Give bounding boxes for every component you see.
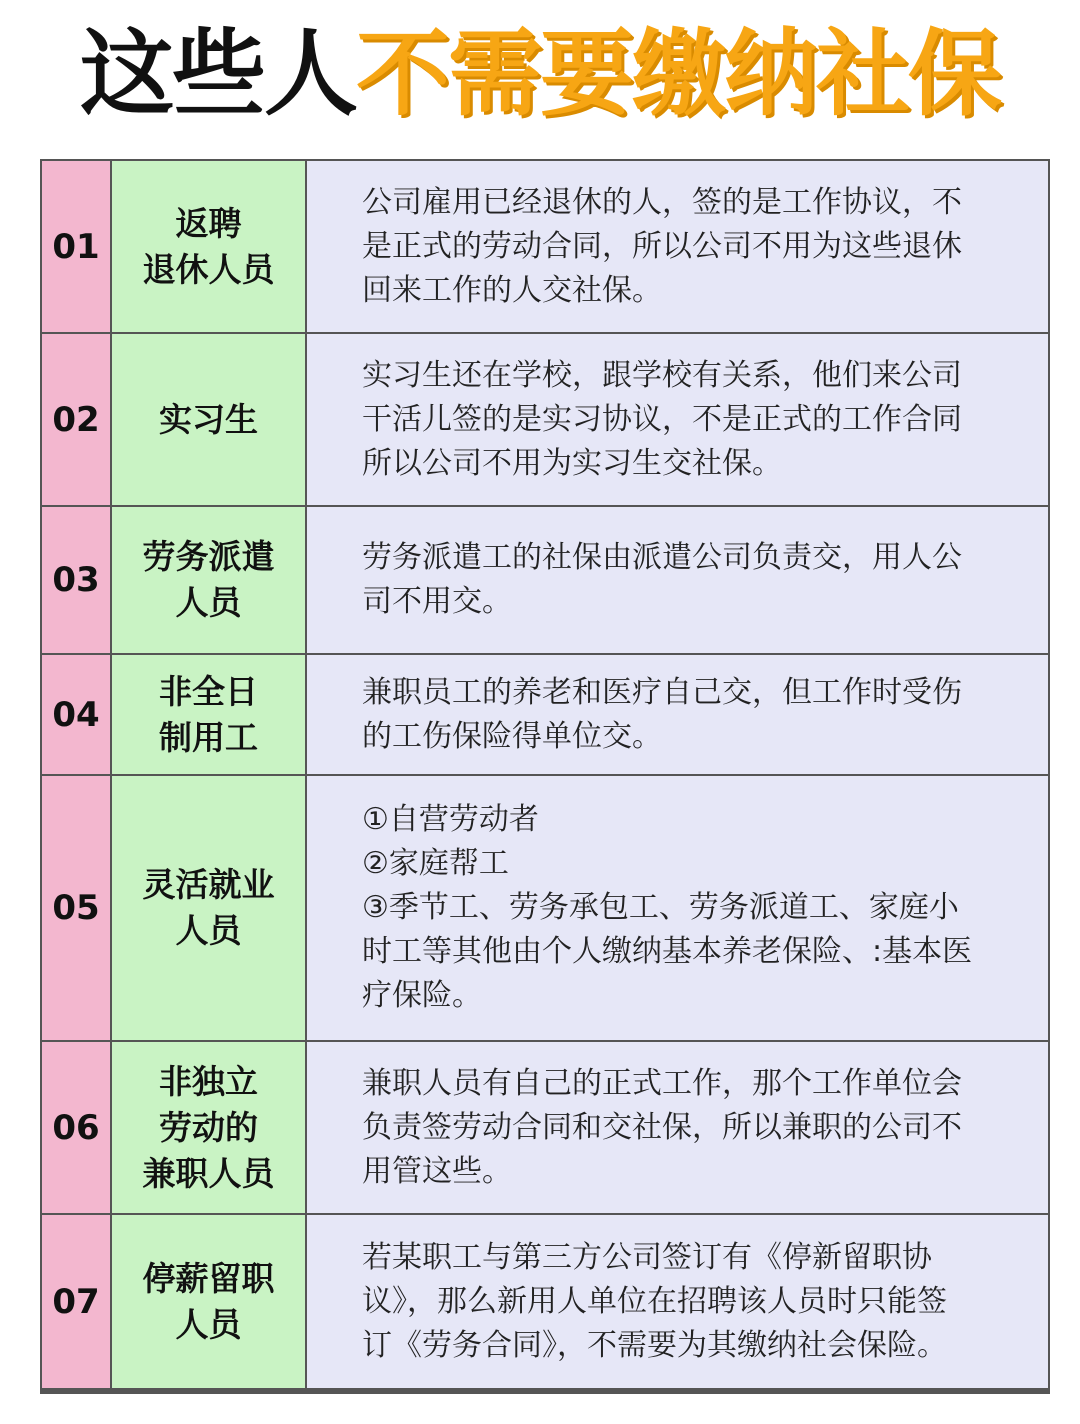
description-line: ②家庭帮工 bbox=[362, 846, 509, 881]
description-line: 兼职员工的养老和医疗自己交，但工作时受伤 bbox=[362, 674, 962, 710]
row-category: 非独立 劳动的 兼职人员 bbox=[112, 1042, 307, 1213]
row-category: 实习生 bbox=[112, 334, 307, 505]
description-line: ③季节工、劳务承包工、劳务派道工、家庭小 bbox=[362, 890, 959, 925]
description-line: 议》，那么新用人单位在招聘该人员时只能签 bbox=[362, 1283, 947, 1319]
row-number: 05 bbox=[42, 776, 112, 1040]
info-table bbox=[40, 159, 1050, 1394]
description-line: 回来工作的人交社保。 bbox=[362, 272, 662, 308]
description-line: 是正式的劳动合同，所以公司不用为这些退休 bbox=[362, 228, 962, 264]
row-number: 04 bbox=[42, 655, 112, 774]
description-line: ①自营劳动者 bbox=[362, 802, 539, 837]
description-line: 兼职人员有自己的正式工作，那个工作单位会 bbox=[362, 1065, 962, 1101]
table-row bbox=[42, 1042, 1048, 1215]
description-line: 干活儿签的是实习协议，不是正式的工作合同 bbox=[362, 401, 962, 437]
row-description bbox=[307, 507, 1048, 653]
row-number: 01 bbox=[42, 161, 112, 332]
row-description bbox=[307, 161, 1048, 332]
table-row bbox=[42, 655, 1048, 776]
description-line: 劳务派遣工的社保由派遣公司负责交，用人公 bbox=[362, 540, 962, 575]
table-row bbox=[42, 1215, 1048, 1388]
description-line: 疗保险。 bbox=[362, 978, 482, 1013]
page-title bbox=[0, 0, 1080, 150]
description-line: 司不用交。 bbox=[362, 584, 512, 619]
description-line: 若某职工与第三方公司签订有《停新留职协 bbox=[362, 1239, 932, 1275]
description-line: 公司雇用已经退休的人，签的是工作协议，不 bbox=[362, 184, 962, 220]
description-line: 的工伤保险得单位交。 bbox=[362, 718, 662, 754]
title-part-orange: 不需要缴纳社保 bbox=[356, 20, 1001, 129]
row-number: 03 bbox=[42, 507, 112, 653]
description-line: 实习生还在学校，跟学校有关系，他们来公司 bbox=[362, 357, 962, 393]
table-row bbox=[42, 161, 1048, 334]
row-category: 非全日 制用工 bbox=[112, 655, 307, 774]
title-part-black: 这些人 bbox=[79, 20, 356, 129]
row-number: 07 bbox=[42, 1215, 112, 1388]
row-category: 返聘 退休人员 bbox=[112, 161, 307, 332]
row-category: 劳务派遣 人员 bbox=[112, 507, 307, 653]
row-number: 02 bbox=[42, 334, 112, 505]
description-line: 时工等其他由个人缴纳基本养老保险、:基本医 bbox=[362, 934, 973, 969]
row-description bbox=[307, 334, 1048, 505]
row-description bbox=[307, 655, 1048, 774]
description-line: 负责签劳动合同和交社保，所以兼职的公司不 bbox=[362, 1109, 962, 1145]
row-category: 停薪留职 人员 bbox=[112, 1215, 307, 1388]
row-category: 灵活就业 人员 bbox=[112, 776, 307, 1040]
table-row bbox=[42, 334, 1048, 507]
table-row bbox=[42, 776, 1048, 1042]
row-number: 06 bbox=[42, 1042, 112, 1213]
row-description bbox=[307, 1042, 1048, 1213]
description-line: 订《劳务合同》，不需要为其缴纳社会保险。 bbox=[362, 1327, 947, 1363]
table-row bbox=[42, 507, 1048, 655]
row-description bbox=[307, 776, 1048, 1040]
description-line: 用管这些。 bbox=[362, 1153, 512, 1189]
description-line: 所以公司不用为实习生交社保。 bbox=[362, 445, 782, 481]
row-description bbox=[307, 1215, 1048, 1388]
